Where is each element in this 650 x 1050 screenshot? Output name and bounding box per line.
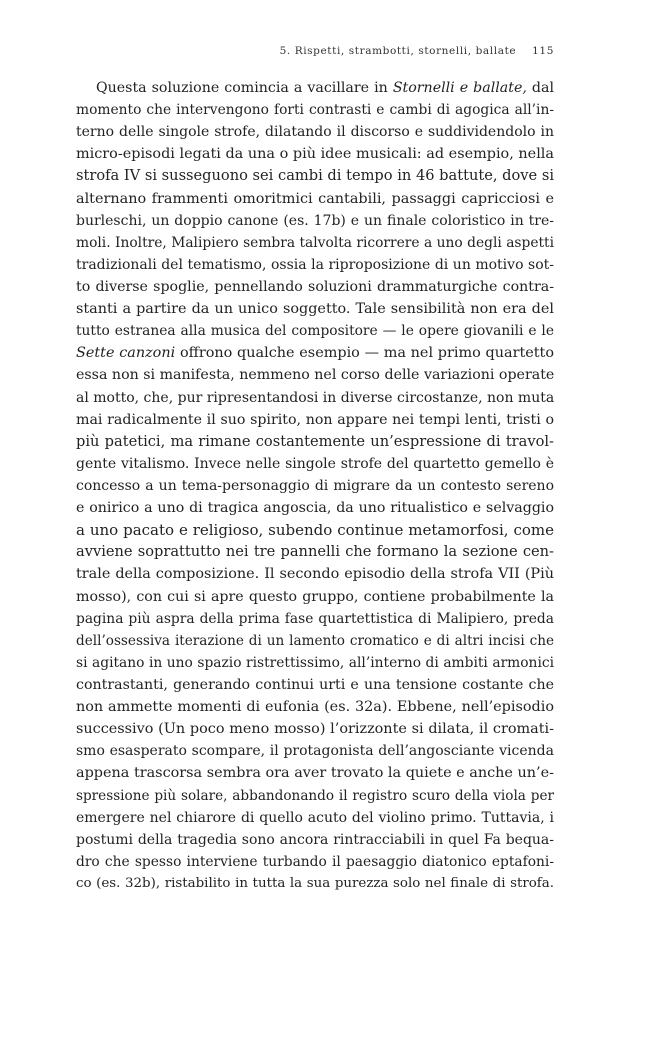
text-line: micro-episodi legati da una o più idee musicali: ad esempio, nella bbox=[76, 146, 554, 163]
text-line: moli. Inoltre, Malipiero sembra talvolta ricorrere a uno degli aspetti bbox=[76, 234, 554, 251]
text-line: dell’ossessiva iterazione di un lamento cromatico e di altri incisi che bbox=[76, 632, 554, 649]
text-line: non ammette momenti di eufonia (es. 32a). Ebbene, nell’episodio bbox=[76, 699, 554, 716]
text-line: e onirico a uno di tragica angoscia, da uno ritualistico e selvaggio bbox=[76, 500, 554, 517]
text-line: più patetici, ma rimane costantemente un’espressione di travol- bbox=[76, 432, 554, 450]
text-line: smo esasperato scompare, il protagonista dell’angosciante vicenda bbox=[76, 743, 554, 760]
text-line: terno delle singole strofe, dilatando il discorso e suddividendolo in bbox=[76, 124, 554, 141]
text-line: contrastanti, generando continui urti e una tensione costante che bbox=[76, 676, 554, 693]
text-line: gente vitalismo. Invece nelle singole strofe del quartetto gemello è bbox=[76, 455, 554, 472]
text-line: essa non si manifesta, nemmeno nel corso delle variazioni operate bbox=[76, 367, 555, 384]
text-line: strofa IV si susseguono sei cambi di tempo in 46 battute, dove si bbox=[76, 167, 554, 185]
text-line: spressione più solare, abbandonando il registro scuro della viola per bbox=[76, 787, 554, 804]
text-line: alternano frammenti omoritmici cantabili, passaggi capricciosi e bbox=[76, 190, 554, 207]
text-line: appena trascorsa sembra ora aver trovato la quiete e anche un’e- bbox=[76, 765, 555, 782]
text-line: stanti a partire da un unico soggetto. Tale sensibilità non era del bbox=[76, 301, 554, 318]
text-line: postumi della tragedia sono ancora rintracciabili in quel Fa bequa- bbox=[76, 831, 554, 848]
text-line: tutto estranea alla musica del compositore — le opere giovanili e le bbox=[76, 323, 554, 340]
running-head-title: 5. Rispetti, strambotti, stornelli, ballate bbox=[279, 45, 517, 57]
text-line: a uno pacato e religioso, subendo continue metamorfosi, come bbox=[76, 521, 554, 540]
text-line: Questa soluzione comincia a vacillare in Stornelli e ballate, dal bbox=[96, 80, 554, 96]
text-line: momento che intervengono forti contrasti e cambi di agogica all’in- bbox=[76, 102, 554, 119]
text-line: burleschi, un doppio canone (es. 17b) e un finale coloristico in tre- bbox=[76, 212, 554, 229]
body-paragraph bbox=[76, 77, 554, 895]
text-line: avviene soprattutto nei tre pannelli che formano la sezione cen- bbox=[76, 543, 554, 561]
page-number: 115 bbox=[532, 45, 554, 57]
text-line: emergere nel chiarore di quello acuto del violino primo. Tuttavia, i bbox=[76, 809, 554, 826]
text-line: concesso a un tema-personaggio di migrare da un contesto sereno bbox=[76, 477, 554, 494]
text-line: to diverse spoglie, pennellando soluzioni drammaturgiche contra- bbox=[76, 278, 554, 295]
text-line: successivo (Un poco meno mosso) l’orizzonte si dilata, il cromati- bbox=[76, 721, 554, 738]
text-line: pagina più aspra della prima fase quartettistica di Malipiero, preda bbox=[76, 610, 554, 627]
text-line: dro che spesso interviene turbando il paesaggio diatonico eptafoni- bbox=[76, 853, 554, 870]
running-head bbox=[280, 45, 554, 57]
text-line: trale della composizione. Il secondo episodio della strofa VII (Più bbox=[76, 566, 554, 583]
italic-title: Stornelli e ballate, bbox=[392, 80, 527, 96]
text-line: tradizionali del tematismo, ossia la riproposizione di un motivo sot- bbox=[76, 256, 554, 273]
text-line: Sette canzoni offrono qualche esempio — ma nel primo quartetto bbox=[76, 345, 554, 362]
text-line: co (es. 32b), ristabilito in tutta la sua purezza solo nel finale di strofa. bbox=[76, 875, 554, 891]
text-line: al motto, che, pur ripresentandosi in diverse circostanze, non muta bbox=[76, 389, 555, 406]
text-line: mosso), con cui si apre questo gruppo, contiene probabilmente la bbox=[76, 588, 554, 605]
text-line: si agitano in uno spazio ristrettissimo, all’interno di ambiti armonici bbox=[76, 654, 554, 671]
text-line: mai radicalmente il suo spirito, non appare nei tempi lenti, tristi o bbox=[76, 411, 554, 428]
italic-title: Sette canzoni bbox=[76, 345, 176, 362]
